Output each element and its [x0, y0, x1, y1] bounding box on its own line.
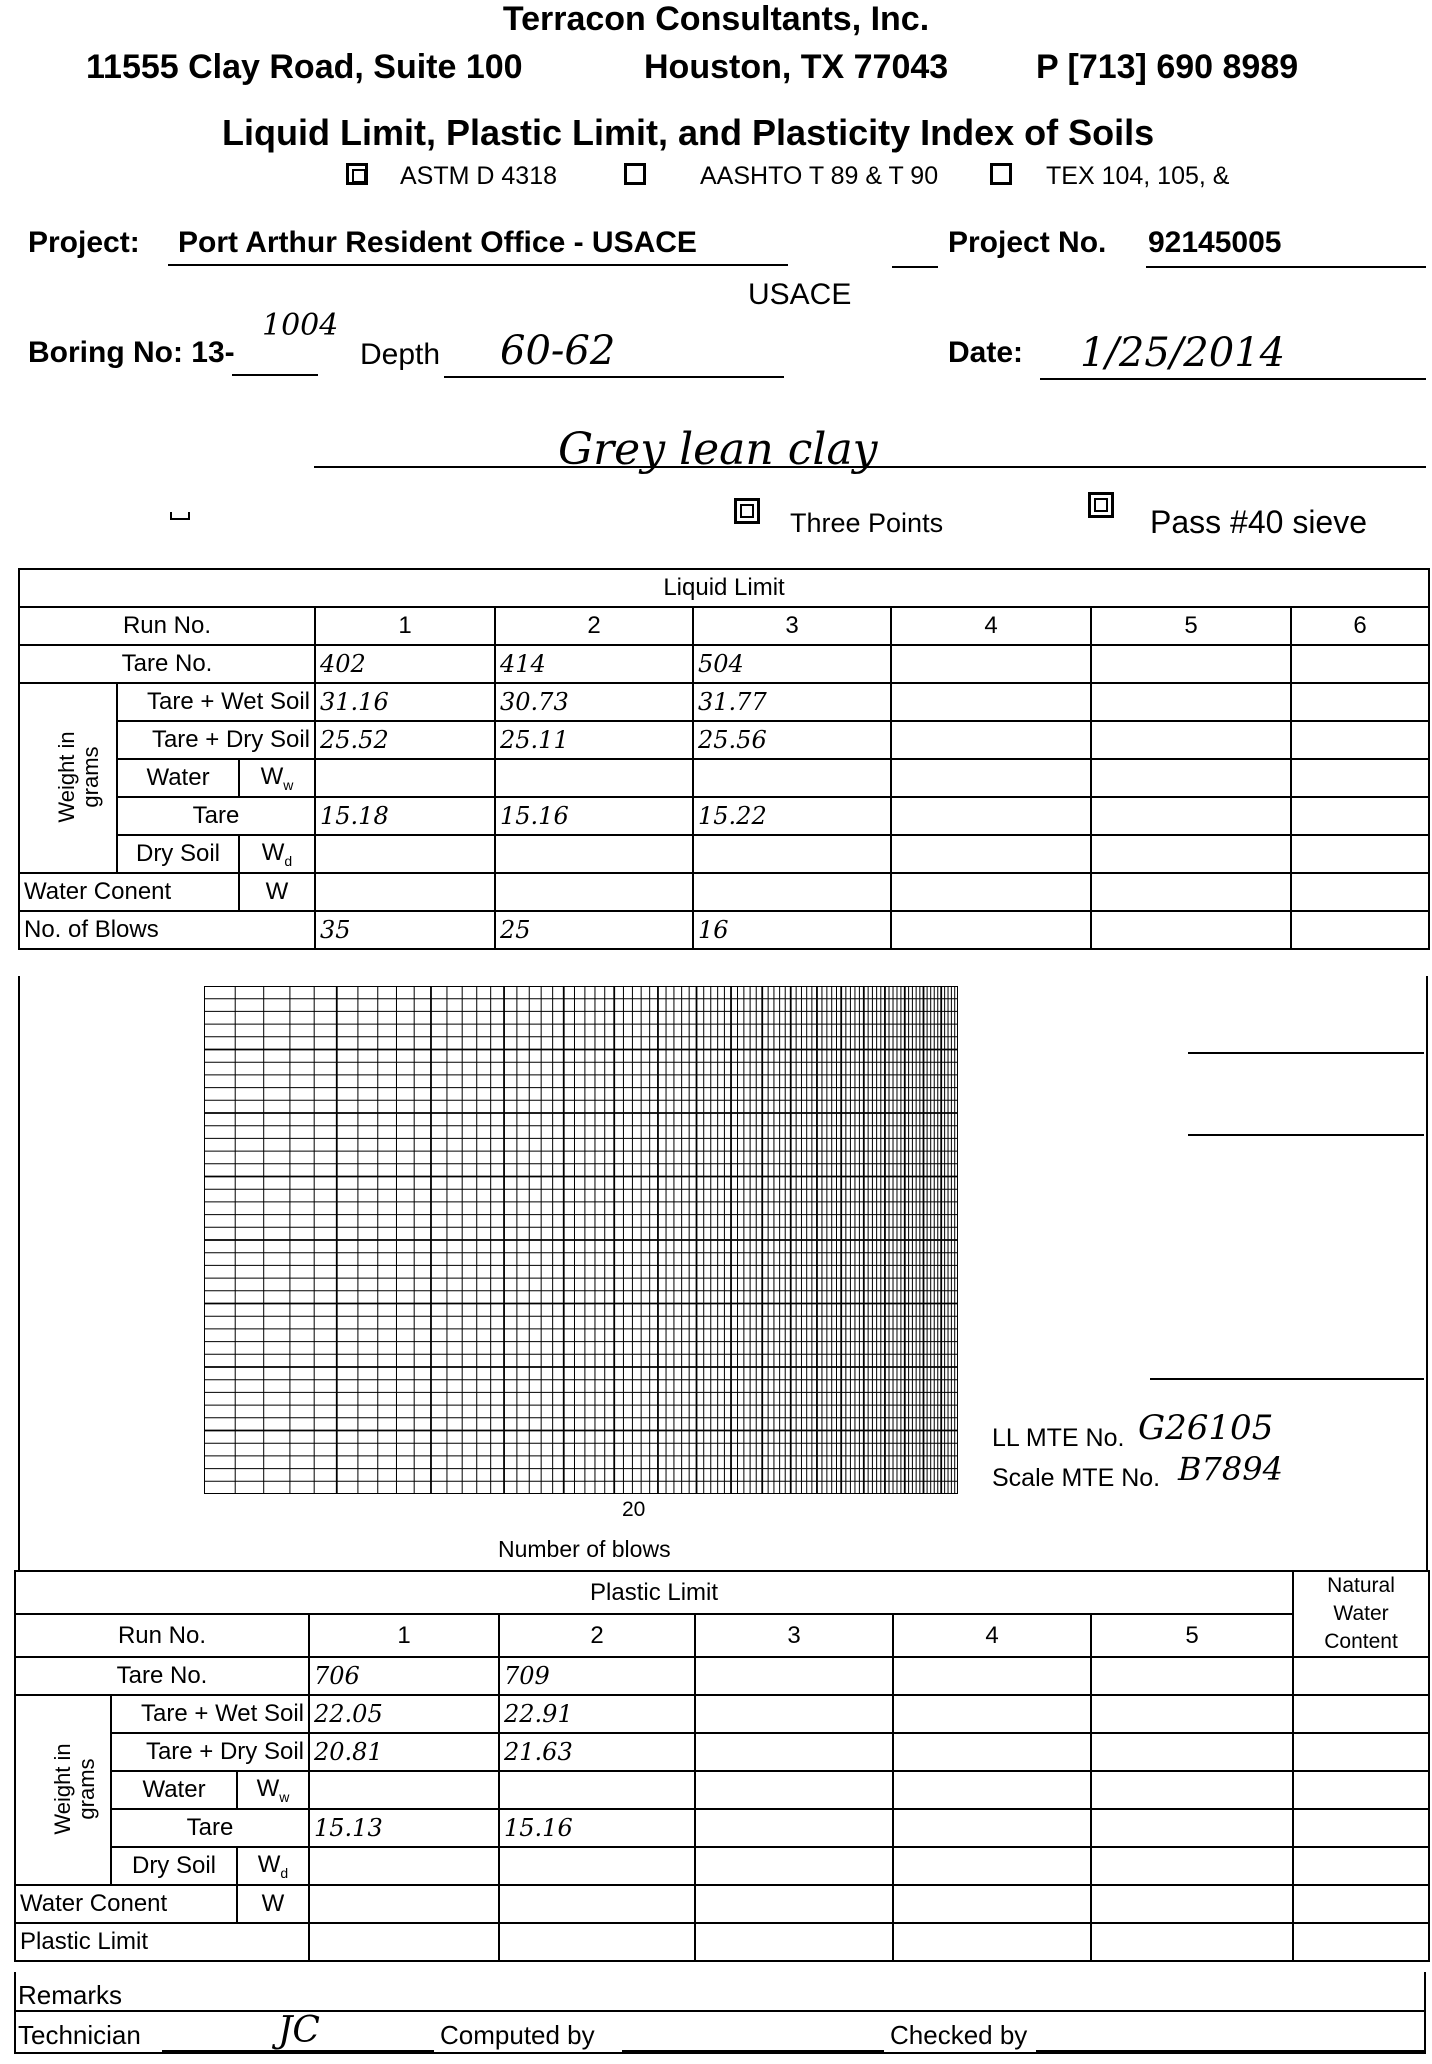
pl-nwc-drysoil[interactable] [1293, 1847, 1429, 1885]
depth-value[interactable]: 60-62 [500, 328, 616, 374]
pl-tare-3[interactable] [695, 1809, 893, 1847]
computed-label: Computed by [440, 2020, 595, 2050]
pl-run-1: 1 [309, 1614, 499, 1657]
pl-drysoil-sub: d [280, 1864, 289, 1881]
ll-drysoil-symbol [239, 835, 315, 873]
date-label: Date: [948, 336, 1024, 369]
company-phone: P [713] 690 8989 [1036, 48, 1299, 86]
pl-tare-4[interactable] [893, 1809, 1091, 1847]
ll-run-4: 4 [891, 607, 1091, 645]
blow-count-chart[interactable] [204, 986, 958, 1494]
depth-label: Depth [360, 338, 441, 371]
pl-wc-3[interactable] [695, 1885, 893, 1923]
pl-weight-label: Weight in grams [50, 1743, 99, 1835]
pass40-label: Pass #40 sieve [1150, 504, 1368, 540]
company-city: Houston, TX 77043 [644, 48, 949, 86]
ll-dry-5[interactable] [1091, 721, 1291, 759]
pl-pl-2[interactable] [499, 1923, 695, 1961]
project-no-label: Project No. [948, 226, 1107, 259]
pl-nwc-wc[interactable] [1293, 1885, 1429, 1923]
pl-water-1[interactable] [309, 1771, 499, 1809]
pl-wc-4[interactable] [893, 1885, 1091, 1923]
ll-drysoil-label: Dry Soil [117, 835, 239, 873]
graph-right-border [1426, 976, 1428, 1572]
astm-checkbox[interactable] [346, 163, 368, 185]
ll-blows-5[interactable] [1091, 911, 1291, 949]
boring-value[interactable]: 1004 [262, 308, 339, 343]
ll-water-label: Water [117, 759, 239, 797]
pl-water-5[interactable] [1091, 1771, 1293, 1809]
ll-tare-no-label: Tare No. [19, 645, 315, 683]
ll-drysoil-2[interactable] [495, 835, 693, 873]
pl-run-label: Run No. [15, 1614, 309, 1657]
ll-dry-3[interactable]: 25.56 [693, 721, 891, 759]
ll-water-4[interactable] [891, 759, 1091, 797]
project-gap-line [892, 266, 938, 268]
scale-mte-label: Scale MTE No. [992, 1464, 1161, 1492]
ll-run-1: 1 [315, 607, 495, 645]
ll-dry-2[interactable]: 25.11 [495, 721, 693, 759]
ll-dry-6[interactable] [1291, 721, 1429, 759]
pl-pl-1[interactable] [309, 1923, 499, 1961]
ll-mte-value[interactable]: G26105 [1138, 1408, 1274, 1448]
ll-mte-label: LL MTE No. [992, 1424, 1125, 1452]
ll-wet-6[interactable] [1291, 683, 1429, 721]
pl-wc-symbol: W [237, 1885, 309, 1923]
project-label: Project: [28, 226, 140, 259]
ll-run-label: Run No. [19, 607, 315, 645]
project-no-value[interactable]: 92145005 [1148, 226, 1282, 259]
pl-tare-5[interactable] [1091, 1809, 1293, 1847]
pl-run-2: 2 [499, 1614, 695, 1657]
three-points-label: Three Points [790, 508, 944, 538]
pl-wet-1[interactable]: 22.05 [309, 1695, 499, 1733]
tex-checkbox[interactable] [990, 163, 1012, 185]
pl-pl-3[interactable] [695, 1923, 893, 1961]
ll-wc-5[interactable] [1091, 873, 1291, 911]
pl-drysoil-label: Dry Soil [111, 1847, 237, 1885]
pl-run-4: 4 [893, 1614, 1091, 1657]
company-name: Terracon Consultants, Inc. [502, 0, 930, 38]
pl-wc-1[interactable] [309, 1885, 499, 1923]
depth-underline [444, 376, 784, 378]
pl-water-3[interactable] [695, 1771, 893, 1809]
pl-drysoil-4[interactable] [893, 1847, 1091, 1885]
ll-tare-2[interactable]: 15.16 [495, 797, 693, 835]
pl-run-3: 3 [695, 1614, 893, 1657]
ll-drysoil-6[interactable] [1291, 835, 1429, 873]
aashto-checkbox[interactable] [624, 163, 646, 185]
ll-wet-5[interactable] [1091, 683, 1291, 721]
scale-mte-value[interactable]: B7894 [1178, 1450, 1283, 1488]
pl-tare-no-label: Tare No. [15, 1657, 309, 1695]
ll-wet-label: Tare + Wet Soil [117, 683, 315, 721]
pl-drysoil-symbol [237, 1847, 309, 1885]
pl-tare-no-4[interactable] [893, 1657, 1091, 1695]
ll-blows-4[interactable] [891, 911, 1091, 949]
pl-dry-5[interactable] [1091, 1733, 1293, 1771]
ll-dry-4[interactable] [891, 721, 1091, 759]
pl-wet-5[interactable] [1091, 1695, 1293, 1733]
pl-water-4[interactable] [893, 1771, 1091, 1809]
graph-side-line-2 [1188, 1134, 1424, 1136]
ll-dry-label: Tare + Dry Soil [117, 721, 315, 759]
ll-tare-no-1[interactable]: 402 [315, 645, 495, 683]
technician-label: Technician [18, 2020, 141, 2050]
boring-label: Boring No: 13- [28, 336, 235, 369]
pl-wc-5[interactable] [1091, 1885, 1293, 1923]
pl-nwc-dry[interactable] [1293, 1733, 1429, 1771]
pl-wet-4[interactable] [893, 1695, 1091, 1733]
ll-tare-no-6[interactable] [1291, 645, 1429, 683]
pl-pl-4[interactable] [893, 1923, 1091, 1961]
date-value[interactable]: 1/25/2014 [1080, 330, 1286, 376]
ll-water-3[interactable] [693, 759, 891, 797]
pl-water-sub: w [279, 1788, 290, 1805]
ll-weight-label-cell [19, 683, 117, 873]
pl-nwc-pl[interactable] [1293, 1923, 1429, 1961]
chart-grid [204, 986, 958, 1494]
remarks-label: Remarks [18, 1980, 123, 2010]
graph-side-line-1 [1188, 1052, 1424, 1054]
pl-drysoil-2[interactable] [499, 1847, 695, 1885]
ll-wc-4[interactable] [891, 873, 1091, 911]
ll-run-6: 6 [1291, 607, 1429, 645]
date-underline [1040, 378, 1426, 380]
plastic-limit-table [14, 1570, 1430, 1962]
ll-run-3: 3 [693, 607, 891, 645]
chart-xlabel: Number of blows [498, 1536, 671, 1562]
ll-weight-label: Weight in grams [54, 731, 103, 823]
pl-drysoil-3[interactable] [695, 1847, 893, 1885]
ll-tare-no-5[interactable] [1091, 645, 1291, 683]
pl-water-symbol [237, 1771, 309, 1809]
project-sub-label: USACE [748, 278, 852, 311]
ll-water-6[interactable] [1291, 759, 1429, 797]
ll-drysoil-sym: W [261, 839, 285, 867]
ll-tare-no-4[interactable] [891, 645, 1091, 683]
computed-underline [622, 2050, 884, 2052]
pl-wet-2[interactable]: 22.91 [499, 1695, 695, 1733]
ll-water-symbol [239, 759, 315, 797]
remarks-divider [14, 2010, 1426, 2012]
pl-drysoil-5[interactable] [1091, 1847, 1293, 1885]
ll-tare-3[interactable]: 15.22 [693, 797, 891, 835]
ll-tare-label: Tare [117, 797, 315, 835]
ll-tare-4[interactable] [891, 797, 1091, 835]
ll-dry-1[interactable]: 25.52 [315, 721, 495, 759]
pl-tare-no-5[interactable] [1091, 1657, 1293, 1695]
pl-dry-4[interactable] [893, 1733, 1091, 1771]
ll-tare-5[interactable] [1091, 797, 1291, 835]
soil-description[interactable]: Grey lean clay [558, 424, 878, 475]
pl-wc-2[interactable] [499, 1885, 695, 1923]
ll-water-sub: w [283, 776, 294, 793]
ll-water-1[interactable] [315, 759, 495, 797]
ll-wet-4[interactable] [891, 683, 1091, 721]
ll-tare-1[interactable]: 15.18 [315, 797, 495, 835]
pl-drysoil-1[interactable] [309, 1847, 499, 1885]
pl-tare-no-2[interactable]: 709 [499, 1657, 695, 1695]
footer-frame [14, 1972, 1426, 2054]
pl-nwc-tare-no[interactable] [1293, 1657, 1429, 1695]
form-title: Liquid Limit, Plastic Limit, and Plasticity Index of Soils [222, 112, 1155, 153]
graph-left-border [18, 976, 20, 1572]
technician-value[interactable]: JC [278, 2010, 320, 2051]
pl-tare-label: Tare [111, 1809, 309, 1847]
chart-tick-label: 20 [622, 1498, 646, 1521]
ll-tare-6[interactable] [1291, 797, 1429, 835]
ll-wet-2[interactable]: 30.73 [495, 683, 693, 721]
pl-dry-3[interactable] [695, 1733, 893, 1771]
pl-water-sym: W [256, 1775, 280, 1803]
ll-water-sym: W [260, 763, 284, 791]
pl-tare-no-1[interactable]: 706 [309, 1657, 499, 1695]
pl-wet-label: Tare + Wet Soil [111, 1695, 309, 1733]
ll-blows-label: No. of Blows [19, 911, 315, 949]
technician-underline [162, 2050, 434, 2052]
pl-pl-5[interactable] [1091, 1923, 1293, 1961]
ll-wc-label: Water Conent [19, 873, 239, 911]
pl-water-label: Water [111, 1771, 237, 1809]
project-no-underline [1146, 266, 1426, 268]
description-underline [314, 466, 1426, 468]
ll-blows-3[interactable]: 16 [693, 911, 891, 949]
ll-blows-6[interactable] [1291, 911, 1429, 949]
ll-wc-3[interactable] [693, 873, 891, 911]
tex-label: TEX 104, 105, & [1046, 162, 1230, 190]
pl-dry-label: Tare + Dry Soil [111, 1733, 309, 1771]
aashto-label: AASHTO T 89 & T 90 [700, 162, 939, 190]
pl-dry-2[interactable]: 21.63 [499, 1733, 695, 1771]
pl-run-5: 5 [1091, 1614, 1293, 1657]
ll-drysoil-3[interactable] [693, 835, 891, 873]
ll-tare-no-3[interactable]: 504 [693, 645, 891, 683]
ll-wc-symbol: W [239, 873, 315, 911]
project-underline [168, 264, 788, 266]
ll-run-5: 5 [1091, 607, 1291, 645]
pl-nwc-wet[interactable] [1293, 1695, 1429, 1733]
pass40-checkbox[interactable] [1088, 492, 1114, 518]
small-mark [170, 512, 190, 520]
ll-drysoil-5[interactable] [1091, 835, 1291, 873]
checked-label: Checked by [890, 2020, 1028, 2050]
boring-underline [232, 374, 318, 376]
pl-nwc-label: Natural Water Content [1293, 1571, 1429, 1657]
pl-tare-2[interactable]: 15.16 [499, 1809, 695, 1847]
pl-nwc-tare[interactable] [1293, 1809, 1429, 1847]
ll-tare-no-2[interactable]: 414 [495, 645, 693, 683]
ll-water-2[interactable] [495, 759, 693, 797]
ll-water-5[interactable] [1091, 759, 1291, 797]
ll-title: Liquid Limit [19, 569, 1429, 607]
pl-wet-3[interactable] [695, 1695, 893, 1733]
ll-drysoil-4[interactable] [891, 835, 1091, 873]
ll-blows-1[interactable]: 35 [315, 911, 495, 949]
ll-drysoil-sub: d [284, 852, 293, 869]
checked-underline [1036, 2050, 1426, 2052]
liquid-limit-table [18, 568, 1430, 950]
ll-wc-1[interactable] [315, 873, 495, 911]
ll-wc-6[interactable] [1291, 873, 1429, 911]
pl-dry-1[interactable]: 20.81 [309, 1733, 499, 1771]
pl-tare-1[interactable]: 15.13 [309, 1809, 499, 1847]
ll-blows-2[interactable]: 25 [495, 911, 693, 949]
astm-label: ASTM D 4318 [400, 162, 558, 190]
pl-wc-label: Water Conent [15, 1885, 237, 1923]
ll-wet-3[interactable]: 31.77 [693, 683, 891, 721]
ll-drysoil-1[interactable] [315, 835, 495, 873]
pl-nwc-water[interactable] [1293, 1771, 1429, 1809]
graph-side-line-3 [1150, 1378, 1424, 1380]
pl-title: Plastic Limit [15, 1571, 1293, 1614]
ll-wc-2[interactable] [495, 873, 693, 911]
project-value[interactable]: Port Arthur Resident Office - USACE [178, 226, 697, 259]
ll-run-2: 2 [495, 607, 693, 645]
pl-water-2[interactable] [499, 1771, 695, 1809]
pl-drysoil-sym: W [257, 1851, 281, 1879]
company-address: 11555 Clay Road, Suite 100 [86, 48, 523, 86]
ll-wet-1[interactable]: 31.16 [315, 683, 495, 721]
three-points-checkbox[interactable] [734, 498, 760, 524]
pl-tare-no-3[interactable] [695, 1657, 893, 1695]
pl-weight-label-cell [15, 1695, 111, 1885]
pl-pl-label: Plastic Limit [15, 1923, 309, 1961]
